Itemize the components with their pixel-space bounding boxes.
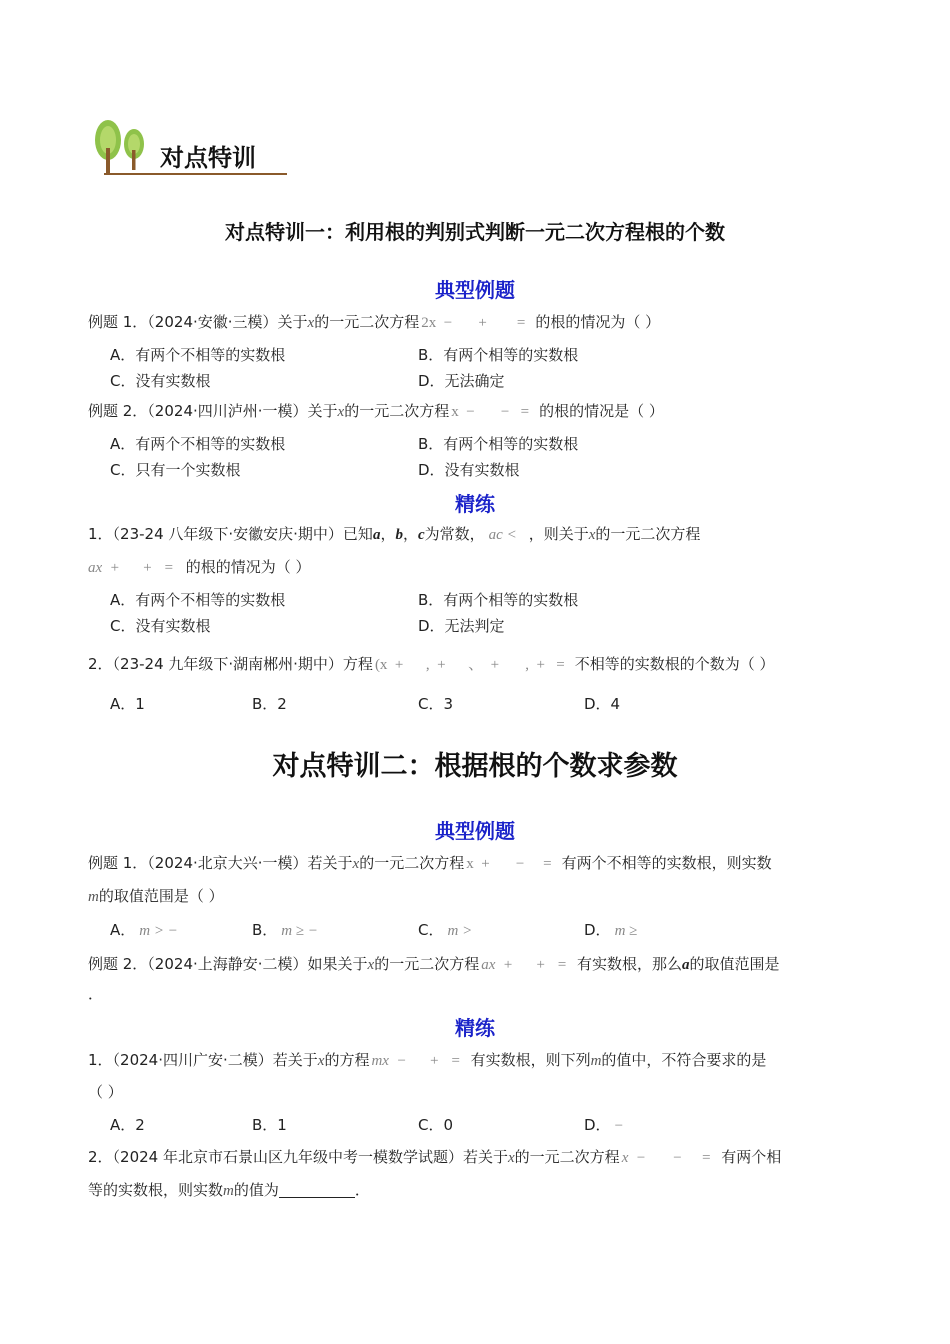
s1-example2: 例题 2．（2024·四川泸州·一模）关于x的一元二次方程 x − − = 的根的情况是（ ） <box>88 402 664 420</box>
s2-practice1: 1．（2024·四川广安·二模）若关于x的方程 mx − + = 有实数根，则下列m的值中，不符合要求的是 <box>88 1051 767 1069</box>
s2-p1-option-c: C．0 <box>418 1116 454 1134</box>
tree-icon <box>90 118 160 178</box>
header-logo <box>90 118 290 178</box>
s1-ex1-option-d: D．无法确定 <box>418 372 505 390</box>
s1-p2-option-d: D．4 <box>584 695 621 713</box>
s1-p1-option-d: D．无法判定 <box>418 617 505 635</box>
section1-title: 对点特训一：利用根的判别式判断一元二次方程根的个数 <box>225 220 725 244</box>
s2-ex1-option-d: D． m ≥ <box>584 921 638 939</box>
s2-example2-line2: ． <box>88 985 104 1003</box>
s1-p2-option-c: C．3 <box>418 695 454 713</box>
s1-ex1-option-a: A．有两个不相等的实数根 <box>110 346 286 364</box>
section2-practice-heading: 精练 <box>455 1016 495 1040</box>
s2-example1: 例题 1．（2024·北京大兴·一模）若关于x的一元二次方程 x + − = 有两个不相等的实数根，则实数 <box>88 854 772 872</box>
s1-ex1-option-b: B．有两个相等的实数根 <box>418 346 579 364</box>
s1-ex2-option-d: D．没有实数根 <box>418 461 520 479</box>
s1-p1-option-a: A．有两个不相等的实数根 <box>110 591 286 609</box>
s1-practice1-line2: ax + + = 的根的情况为（ ） <box>88 558 311 576</box>
s1-p2-option-a: A．1 <box>110 695 145 713</box>
s1-p1-option-c: C．没有实数根 <box>110 617 211 635</box>
s1-ex2-option-a: A．有两个不相等的实数根 <box>110 435 286 453</box>
section2-examples-heading: 典型例题 <box>435 819 515 843</box>
answer-blank[interactable] <box>279 1181 355 1198</box>
s2-example2: 例题 2．（2024·上海静安·二模）如果关于x的一元二次方程 ax + + = 有实数根，那么a的取值范围是 <box>88 955 780 973</box>
s1-ex1-option-c: C．没有实数根 <box>110 372 211 390</box>
section1-practice-heading: 精练 <box>455 492 495 516</box>
header-label: 对点特训 <box>160 144 256 172</box>
s1-practice2: 2．（23-24 九年级下·湖南郴州·期中）方程 (x + , + 、 + , + = 不相等的实数根的个数为（ ） <box>88 655 775 673</box>
s2-example1-line2: m的取值范围是（ ） <box>88 887 224 905</box>
s2-ex1-option-c: C． m > <box>418 921 473 939</box>
s1-p2-option-b: B．2 <box>252 695 287 713</box>
s1-ex2-option-c: C．只有一个实数根 <box>110 461 241 479</box>
section2-title: 对点特训二：根据根的个数求参数 <box>272 751 678 782</box>
s1-ex2-option-b: B．有两个相等的实数根 <box>418 435 579 453</box>
s2-p1-option-b: B．1 <box>252 1116 287 1134</box>
s1-example1: 例题 1．（2024·安徽·三模）关于x的一元二次方程 2x − + = 的根的情况为（ ） <box>88 313 661 331</box>
s2-p1-option-d: D． − <box>584 1116 624 1134</box>
s2-practice2: 2．（2024 年北京市石景山区九年级中考一模数学试题）若关于x的一元二次方程 x − − = 有两个相 <box>88 1148 782 1166</box>
s2-ex1-option-b: B． m ≥ − <box>252 921 318 939</box>
header-underline <box>104 173 287 175</box>
s1-practice1: 1．（23-24 八年级下·安徽安庆·期中）已知a，b，c为常数， ac < ，则关于x的一元二次方程 <box>88 525 701 543</box>
s2-practice1-line2: （ ） <box>88 1083 123 1101</box>
s2-ex1-option-a: A． m > − <box>110 921 178 939</box>
s1-p1-option-b: B．有两个相等的实数根 <box>418 591 579 609</box>
s2-p1-option-a: A．2 <box>110 1116 145 1134</box>
s2-practice2-line2: 等的实数根，则实数m的值为 ． <box>88 1181 370 1199</box>
section1-examples-heading: 典型例题 <box>435 278 515 302</box>
